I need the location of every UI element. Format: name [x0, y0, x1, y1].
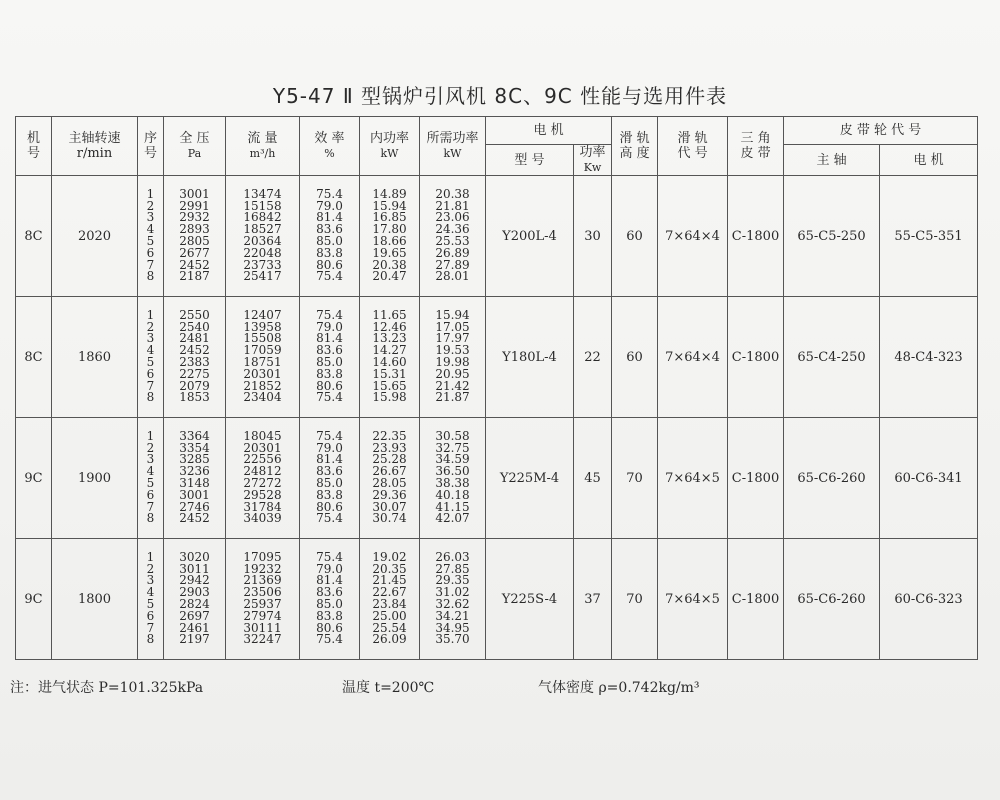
cell-value: 1: [146, 186, 155, 201]
cell-pressure-list: [164, 539, 226, 660]
table-row: [16, 176, 978, 297]
cell-inner-power-list: [360, 176, 420, 297]
cell-value: 20.38: [372, 257, 407, 272]
cell-value: 20.38: [435, 186, 470, 201]
table-row: [16, 418, 978, 539]
cell-value: 7: [146, 257, 155, 272]
cell-value: 15.31: [372, 366, 407, 381]
cell-value: 2: [146, 319, 155, 334]
cell-value: 83.6: [316, 222, 343, 237]
cell-value: 5: [146, 476, 155, 490]
cell-value: 3001: [179, 487, 210, 502]
cell-value: 4: [146, 464, 155, 479]
cell-value: 7: [146, 378, 155, 393]
cell-value: 23404: [243, 390, 282, 405]
cell-value: 3148: [179, 476, 210, 490]
cell-value: 29528: [243, 487, 282, 502]
cell-value: 3364: [179, 428, 210, 443]
cell-value: 42.07: [435, 511, 470, 526]
cell-value: 2461: [179, 620, 210, 635]
cell-value: 27.89: [435, 257, 470, 272]
cell-pulley-motor: 60-C6-323: [880, 539, 978, 660]
cell-value: 3236: [179, 464, 210, 479]
cell-pulley-main: 65-C4-250: [784, 297, 880, 418]
cell-req-power-list: [420, 297, 486, 418]
cell-pressure-list: [164, 297, 226, 418]
cell-flow-list: [226, 176, 300, 297]
cell-value: 83.8: [316, 608, 343, 623]
cell-value: 34.59: [435, 452, 470, 467]
cell-value: 8: [146, 632, 155, 647]
cell-value: 22.35: [372, 428, 407, 443]
cell-value: 85.0: [316, 597, 343, 611]
cell-value: 75.4: [316, 428, 343, 443]
cell-value: 2540: [179, 319, 210, 334]
cell-value: 18045: [243, 428, 282, 443]
cell-pulley-motor: 48-C4-323: [880, 297, 978, 418]
header-pressure: 全 压 Pa: [164, 117, 226, 176]
cell-value: 21369: [243, 573, 282, 588]
cell-rail-height: 70: [612, 539, 658, 660]
cell-value: 32.62: [435, 597, 470, 611]
cell-value: 83.6: [316, 464, 343, 479]
cell-value: 83.6: [316, 343, 343, 358]
cell-value: 3: [146, 210, 155, 225]
cell-value: 2824: [179, 597, 210, 611]
cell-value: 29.36: [372, 487, 407, 502]
cell-value: 18527: [243, 222, 282, 237]
cell-efficiency-list: [300, 539, 360, 660]
cell-value: 2452: [179, 343, 210, 358]
cell-rail-height: 70: [612, 418, 658, 539]
cell-motor-power: 22: [574, 297, 612, 418]
cell-value: 41.15: [435, 499, 470, 514]
cell-rail-code: 7×64×5: [658, 539, 728, 660]
cell-value: 32247: [243, 632, 282, 647]
cell-value: 23.06: [435, 210, 470, 225]
cell-value: 20301: [243, 440, 282, 455]
cell-value: 2991: [179, 198, 210, 213]
cell-value: 31.02: [435, 585, 470, 600]
cell-value: 17.80: [372, 222, 407, 237]
cell-value: 75.4: [316, 186, 343, 201]
cell-vbelt: C-1800: [728, 297, 784, 418]
cell-value: 27.85: [435, 561, 470, 576]
cell-value: 13474: [243, 186, 282, 201]
cell-value: 5: [146, 597, 155, 611]
cell-value: 27272: [243, 476, 282, 490]
header-rail-code: 滑 轨 代 号: [658, 117, 728, 176]
cell-pulley-main: 65-C6-260: [784, 418, 880, 539]
cell-value: 30.58: [435, 428, 470, 443]
cell-vbelt: C-1800: [728, 176, 784, 297]
header-pulley: 皮 带 轮 代 号: [784, 117, 978, 145]
table-row: [16, 539, 978, 660]
cell-value: 11.65: [372, 307, 407, 322]
cell-pulley-motor: 60-C6-341: [880, 418, 978, 539]
cell-value: 19.65: [372, 245, 407, 260]
cell-motor-model: Y180L-4: [486, 297, 574, 418]
cell-seq-list: [138, 539, 164, 660]
cell-value: 2197: [179, 632, 210, 647]
header-motor-model: 型 号: [486, 145, 574, 176]
cell-value: 12407: [243, 307, 282, 322]
cell-value: 5: [146, 234, 155, 248]
cell-value: 16842: [243, 210, 282, 225]
cell-value: 81.4: [316, 573, 343, 588]
cell-value: 6: [146, 245, 155, 260]
header-motor: 电 机: [486, 117, 612, 145]
cell-value: 16.85: [372, 210, 407, 225]
cell-rail-height: 60: [612, 176, 658, 297]
cell-value: 32.75: [435, 440, 470, 455]
cell-pulley-main: 65-C5-250: [784, 176, 880, 297]
cell-value: 25.53: [435, 234, 470, 248]
cell-value: 13958: [243, 319, 282, 334]
cell-rail-height: 60: [612, 297, 658, 418]
cell-pulley-main: 65-C6-260: [784, 539, 880, 660]
note-inlet-state: 注：进气状态 P=101.325kPa: [10, 680, 204, 696]
cell-machine: 9C: [16, 418, 52, 539]
cell-value: 2746: [179, 499, 210, 514]
cell-value: 21.87: [435, 390, 470, 405]
cell-machine: 9C: [16, 539, 52, 660]
cell-value: 23506: [243, 585, 282, 600]
cell-value: 24812: [243, 464, 282, 479]
cell-value: 31784: [243, 499, 282, 514]
cell-value: 80.6: [316, 499, 343, 514]
cell-value: 19.02: [372, 549, 407, 564]
cell-value: 30.74: [372, 511, 407, 526]
cell-value: 12.46: [372, 319, 407, 334]
cell-value: 21852: [243, 378, 282, 393]
cell-value: 83.6: [316, 585, 343, 600]
cell-motor-power: 30: [574, 176, 612, 297]
cell-value: 75.4: [316, 390, 343, 405]
cell-value: 8: [146, 269, 155, 284]
header-machine-no: 机 号: [16, 117, 52, 176]
cell-value: 3011: [179, 561, 210, 576]
cell-value: 4: [146, 343, 155, 358]
cell-value: 3: [146, 331, 155, 346]
cell-req-power-list: [420, 539, 486, 660]
cell-motor-power: 45: [574, 418, 612, 539]
cell-motor-model: Y200L-4: [486, 176, 574, 297]
cell-speed: 1800: [52, 539, 138, 660]
cell-value: 75.4: [316, 549, 343, 564]
cell-value: 23733: [243, 257, 282, 272]
cell-value: 2677: [179, 245, 210, 260]
cell-value: 23.84: [372, 597, 407, 611]
cell-value: 80.6: [316, 378, 343, 393]
cell-value: 81.4: [316, 452, 343, 467]
cell-pressure-list: [164, 418, 226, 539]
cell-value: 2903: [179, 585, 210, 600]
cell-value: 80.6: [316, 257, 343, 272]
cell-value: 30.07: [372, 499, 407, 514]
cell-value: 26.67: [372, 464, 407, 479]
cell-value: 13.23: [372, 331, 407, 346]
cell-efficiency-list: [300, 418, 360, 539]
cell-value: 4: [146, 222, 155, 237]
cell-value: 6: [146, 487, 155, 502]
cell-value: 15.98: [372, 390, 407, 405]
cell-value: 6: [146, 608, 155, 623]
cell-value: 2550: [179, 307, 210, 322]
cell-value: 6: [146, 366, 155, 381]
cell-value: 25937: [243, 597, 282, 611]
cell-value: 17.97: [435, 331, 470, 346]
header-motor-power: 功率 Kw: [574, 145, 612, 176]
cell-rail-code: 7×64×4: [658, 176, 728, 297]
cell-value: 5: [146, 355, 155, 369]
cell-value: 2079: [179, 378, 210, 393]
cell-value: 2: [146, 440, 155, 455]
header-flow: 流 量 m³/h: [226, 117, 300, 176]
cell-flow-list: [226, 539, 300, 660]
cell-value: 25.00: [372, 608, 407, 623]
header-seq: 序 号: [138, 117, 164, 176]
cell-value: 26.89: [435, 245, 470, 260]
cell-value: 80.6: [316, 620, 343, 635]
cell-flow-list: [226, 297, 300, 418]
header-rail-height: 滑 轨 高 度: [612, 117, 658, 176]
cell-value: 2187: [179, 269, 210, 284]
cell-value: 4: [146, 585, 155, 600]
cell-value: 3020: [179, 549, 210, 564]
cell-motor-power: 37: [574, 539, 612, 660]
cell-value: 25.28: [372, 452, 407, 467]
header-pulley-main: 主 轴: [784, 145, 880, 176]
cell-inner-power-list: [360, 539, 420, 660]
cell-pressure-list: [164, 176, 226, 297]
cell-req-power-list: [420, 418, 486, 539]
cell-req-power-list: [420, 176, 486, 297]
cell-machine: 8C: [16, 176, 52, 297]
cell-value: 2893: [179, 222, 210, 237]
cell-value: 17059: [243, 343, 282, 358]
cell-value: 83.8: [316, 366, 343, 381]
cell-value: 25.54: [372, 620, 407, 635]
cell-rail-code: 7×64×5: [658, 418, 728, 539]
cell-value: 20.95: [435, 366, 470, 381]
cell-value: 8: [146, 511, 155, 526]
cell-value: 26.09: [372, 632, 407, 647]
cell-value: 35.70: [435, 632, 470, 647]
cell-value: 15.65: [372, 378, 407, 393]
cell-value: 30111: [243, 620, 282, 635]
cell-seq-list: [138, 297, 164, 418]
performance-table: [15, 116, 978, 660]
cell-value: 1: [146, 307, 155, 322]
cell-pulley-motor: 55-C5-351: [880, 176, 978, 297]
cell-value: 85.0: [316, 234, 343, 248]
cell-value: 2805: [179, 234, 210, 248]
table-body: [16, 176, 978, 660]
cell-vbelt: C-1800: [728, 539, 784, 660]
cell-value: 79.0: [316, 440, 343, 455]
cell-value: 22048: [243, 245, 282, 260]
cell-value: 20364: [243, 234, 282, 248]
cell-motor-model: Y225S-4: [486, 539, 574, 660]
cell-speed: 1860: [52, 297, 138, 418]
cell-value: 29.35: [435, 573, 470, 588]
cell-value: 2452: [179, 511, 210, 526]
cell-value: 19.98: [435, 355, 470, 369]
cell-value: 17.05: [435, 319, 470, 334]
cell-value: 15508: [243, 331, 282, 346]
cell-value: 3001: [179, 186, 210, 201]
page-title: Y5-47 Ⅱ 型锅炉引风机 8C、9C 性能与选用件表: [272, 84, 728, 108]
cell-value: 14.27: [372, 343, 407, 358]
cell-value: 21.42: [435, 378, 470, 393]
cell-value: 2: [146, 198, 155, 213]
header-pulley-motor: 电 机: [880, 145, 978, 176]
cell-inner-power-list: [360, 418, 420, 539]
cell-value: 25417: [243, 269, 282, 284]
cell-value: 2697: [179, 608, 210, 623]
cell-value: 28.05: [372, 476, 407, 490]
cell-value: 40.18: [435, 487, 470, 502]
cell-value: 79.0: [316, 198, 343, 213]
cell-inner-power-list: [360, 297, 420, 418]
cell-value: 18751: [243, 355, 282, 369]
cell-value: 83.8: [316, 487, 343, 502]
cell-value: 7: [146, 499, 155, 514]
cell-value: 81.4: [316, 331, 343, 346]
cell-value: 75.4: [316, 511, 343, 526]
cell-machine: 8C: [16, 297, 52, 418]
cell-value: 24.36: [435, 222, 470, 237]
note-temperature: 温度 t=200℃: [342, 680, 435, 696]
cell-value: 2481: [179, 331, 210, 346]
cell-value: 34039: [243, 511, 282, 526]
cell-value: 20301: [243, 366, 282, 381]
cell-value: 2: [146, 561, 155, 576]
cell-value: 22.67: [372, 585, 407, 600]
cell-value: 81.4: [316, 210, 343, 225]
table-row: [16, 297, 978, 418]
cell-value: 2942: [179, 573, 210, 588]
cell-value: 27974: [243, 608, 282, 623]
cell-speed: 2020: [52, 176, 138, 297]
cell-value: 85.0: [316, 355, 343, 369]
cell-value: 75.4: [316, 269, 343, 284]
cell-value: 23.93: [372, 440, 407, 455]
cell-value: 22556: [243, 452, 282, 467]
cell-value: 83.8: [316, 245, 343, 260]
cell-vbelt: C-1800: [728, 418, 784, 539]
cell-value: 2452: [179, 257, 210, 272]
cell-value: 3: [146, 573, 155, 588]
cell-speed: 1900: [52, 418, 138, 539]
cell-value: 17095: [243, 549, 282, 564]
header-efficiency: 效 率 %: [300, 117, 360, 176]
cell-value: 1: [146, 428, 155, 443]
cell-value: 36.50: [435, 464, 470, 479]
cell-value: 15.94: [435, 307, 470, 322]
cell-value: 14.89: [372, 186, 407, 201]
cell-seq-list: [138, 418, 164, 539]
cell-value: 21.81: [435, 198, 470, 213]
cell-value: 2275: [179, 366, 210, 381]
cell-value: 19.53: [435, 343, 470, 358]
cell-value: 85.0: [316, 476, 343, 490]
cell-value: 3: [146, 452, 155, 467]
header-speed: 主轴转速 r/min: [52, 117, 138, 176]
cell-efficiency-list: [300, 176, 360, 297]
cell-value: 20.47: [372, 269, 407, 284]
cell-value: 79.0: [316, 561, 343, 576]
cell-value: 75.4: [316, 632, 343, 647]
cell-value: 3285: [179, 452, 210, 467]
cell-value: 2383: [179, 355, 210, 369]
cell-flow-list: [226, 418, 300, 539]
cell-value: 21.45: [372, 573, 407, 588]
cell-value: 34.95: [435, 620, 470, 635]
header-inner-power: 内功率 kW: [360, 117, 420, 176]
cell-seq-list: [138, 176, 164, 297]
note-gas-density: 气体密度 ρ=0.742kg/m³: [538, 680, 700, 696]
cell-value: 1853: [179, 390, 210, 405]
cell-value: 20.35: [372, 561, 407, 576]
cell-value: 34.21: [435, 608, 470, 623]
header-vbelt: 三 角 皮 带: [728, 117, 784, 176]
cell-value: 7: [146, 620, 155, 635]
cell-value: 3354: [179, 440, 210, 455]
cell-value: 28.01: [435, 269, 470, 284]
cell-value: 18.66: [372, 234, 407, 248]
cell-motor-model: Y225M-4: [486, 418, 574, 539]
cell-value: 19232: [243, 561, 282, 576]
cell-value: 14.60: [372, 355, 407, 369]
cell-value: 26.03: [435, 549, 470, 564]
cell-value: 8: [146, 390, 155, 405]
cell-efficiency-list: [300, 297, 360, 418]
header-required-power: 所需功率 kW: [420, 117, 486, 176]
cell-rail-code: 7×64×4: [658, 297, 728, 418]
cell-value: 75.4: [316, 307, 343, 322]
cell-value: 15.94: [372, 198, 407, 213]
cell-value: 38.38: [435, 476, 470, 490]
cell-value: 1: [146, 549, 155, 564]
cell-value: 2932: [179, 210, 210, 225]
cell-value: 79.0: [316, 319, 343, 334]
cell-value: 15158: [243, 198, 282, 213]
